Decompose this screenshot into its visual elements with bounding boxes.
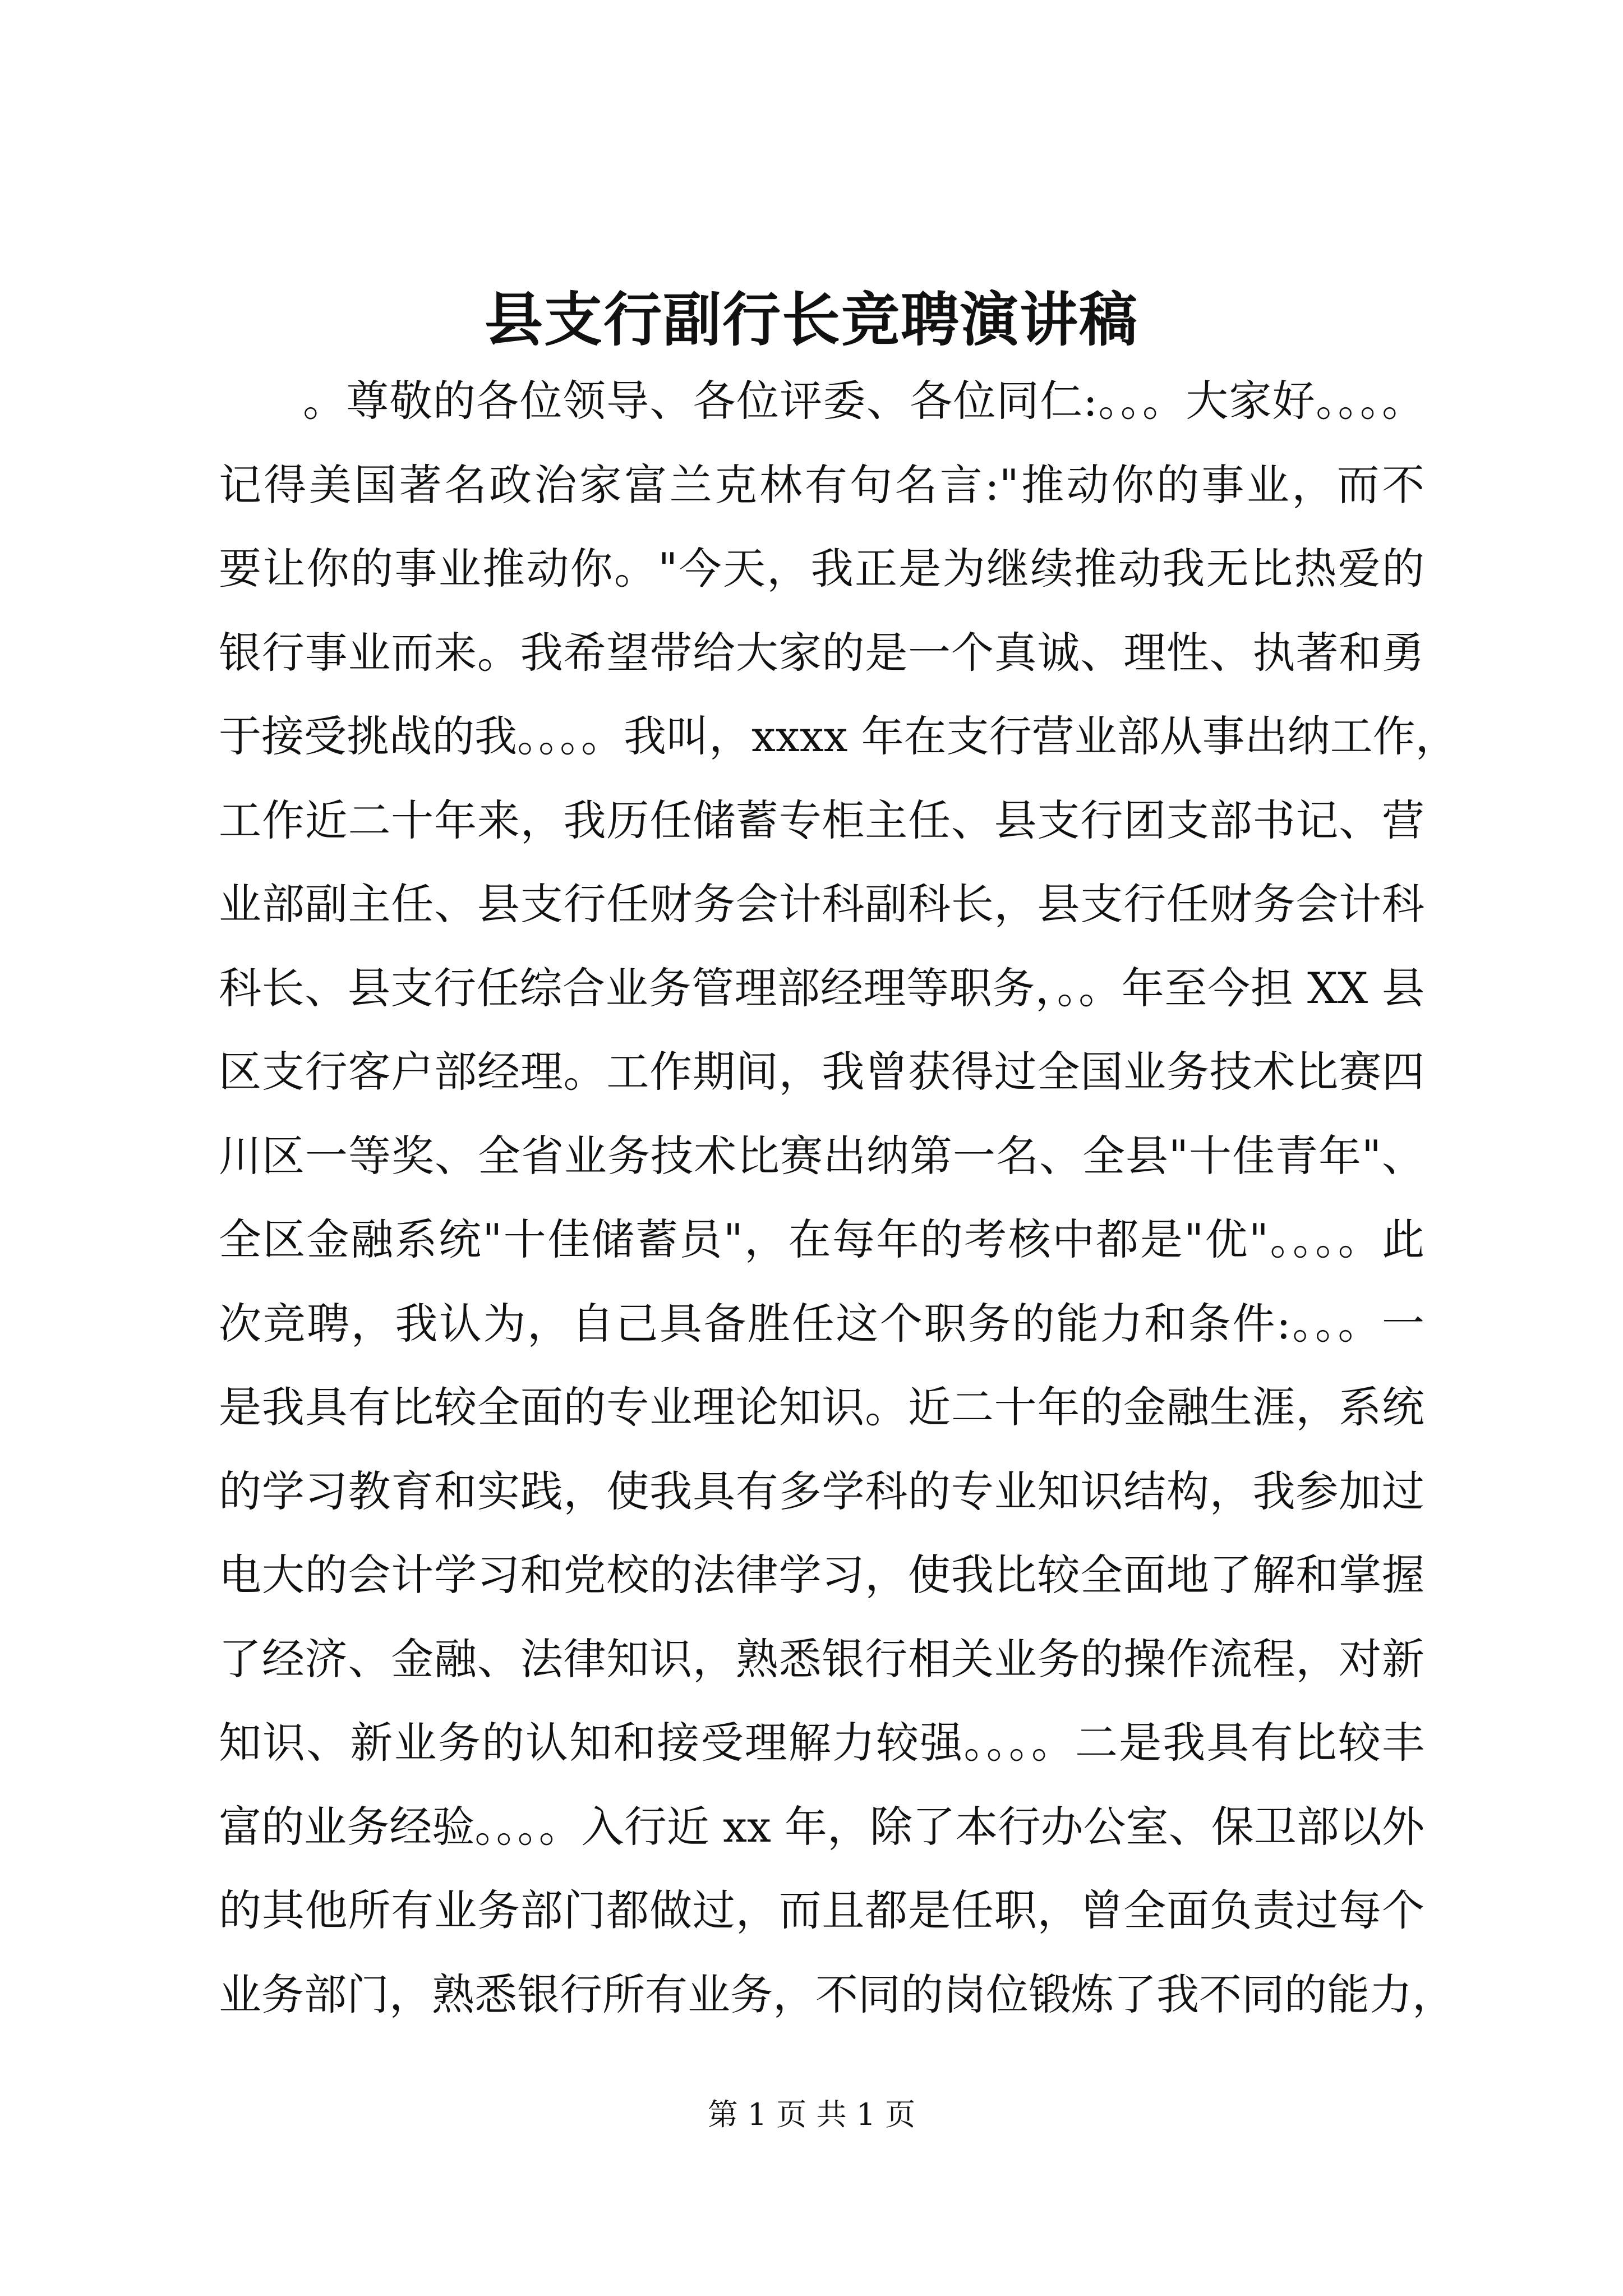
page-footer: 第 1 页 共 1 页 [707, 2097, 916, 2132]
body-line: 的学习教育和实践，使我具有多学科的专业知识结构，我参加过 [219, 1466, 1424, 1516]
body-line: 工作近二十年来，我历任储蓄专柜主任、县支行团支部书记、营 [219, 795, 1424, 845]
document-title: 县支行副行长竞聘演讲稿 [484, 285, 1138, 354]
body-line: 业务部门，熟悉银行所有业务，不同的岗位锻炼了我不同的能力， [219, 1969, 1455, 2019]
body-line: 记得美国著名政治家富兰克林有句名言:"推动你的事业，而不 [219, 459, 1424, 510]
body-line: 知识、新业务的认知和接受理解力较强。。。。二是我具有比较丰 [219, 1718, 1424, 1768]
body-line: 科长、县支行任综合业务管理部经理等职务，。。年至今担 XX 县 [219, 963, 1424, 1013]
body-line: 了经济、金融、法律知识，熟悉银行相关业务的操作流程，对新 [219, 1634, 1424, 1684]
body-line: 要让你的事业推动你。"今天，我正是为继续推动我无比热爱的 [219, 544, 1424, 593]
body-line: 。尊敬的各位领导、各位评委、各位同仁:。。。大家好。。。。 [303, 376, 1424, 426]
document-body [219, 359, 1458, 2036]
body-line: 全区金融系统"十佳储蓄员"，在每年的考核中都是"优"。。。。此 [219, 1214, 1424, 1264]
body-line: 电大的会计学习和党校的法律学习，使我比较全面地了解和掌握 [219, 1550, 1424, 1600]
body-line: 富的业务经验。。。。入行近 xx 年，除了本行办公室、保卫部以外 [219, 1801, 1424, 1852]
body-line: 是我具有比较全面的专业理论知识。近二十年的金融生涯，系统 [219, 1382, 1424, 1432]
body-line: 银行事业而来。我希望带给大家的是一个真诚、理性、执著和勇 [219, 627, 1424, 678]
body-line: 于接受挑战的我。。。。我叫，xxxx 年在支行营业部从事出纳工作， [219, 711, 1458, 761]
body-line: 业部副主任、县支行任财务会计科副科长，县支行任财务会计科 [219, 879, 1424, 929]
body-line: 的其他所有业务部门都做过，而且都是任职，曾全面负责过每个 [219, 1885, 1424, 1935]
body-line: 区支行客户部经理。工作期间，我曾获得过全国业务技术比赛四 [219, 1047, 1424, 1097]
body-line: 川区一等奖、全省业务技术比赛出纳第一名、全县"十佳青年"、 [219, 1130, 1424, 1181]
body-line: 次竞聘，我认为，自己具备胜任这个职务的能力和条件:。。。一 [219, 1298, 1424, 1349]
